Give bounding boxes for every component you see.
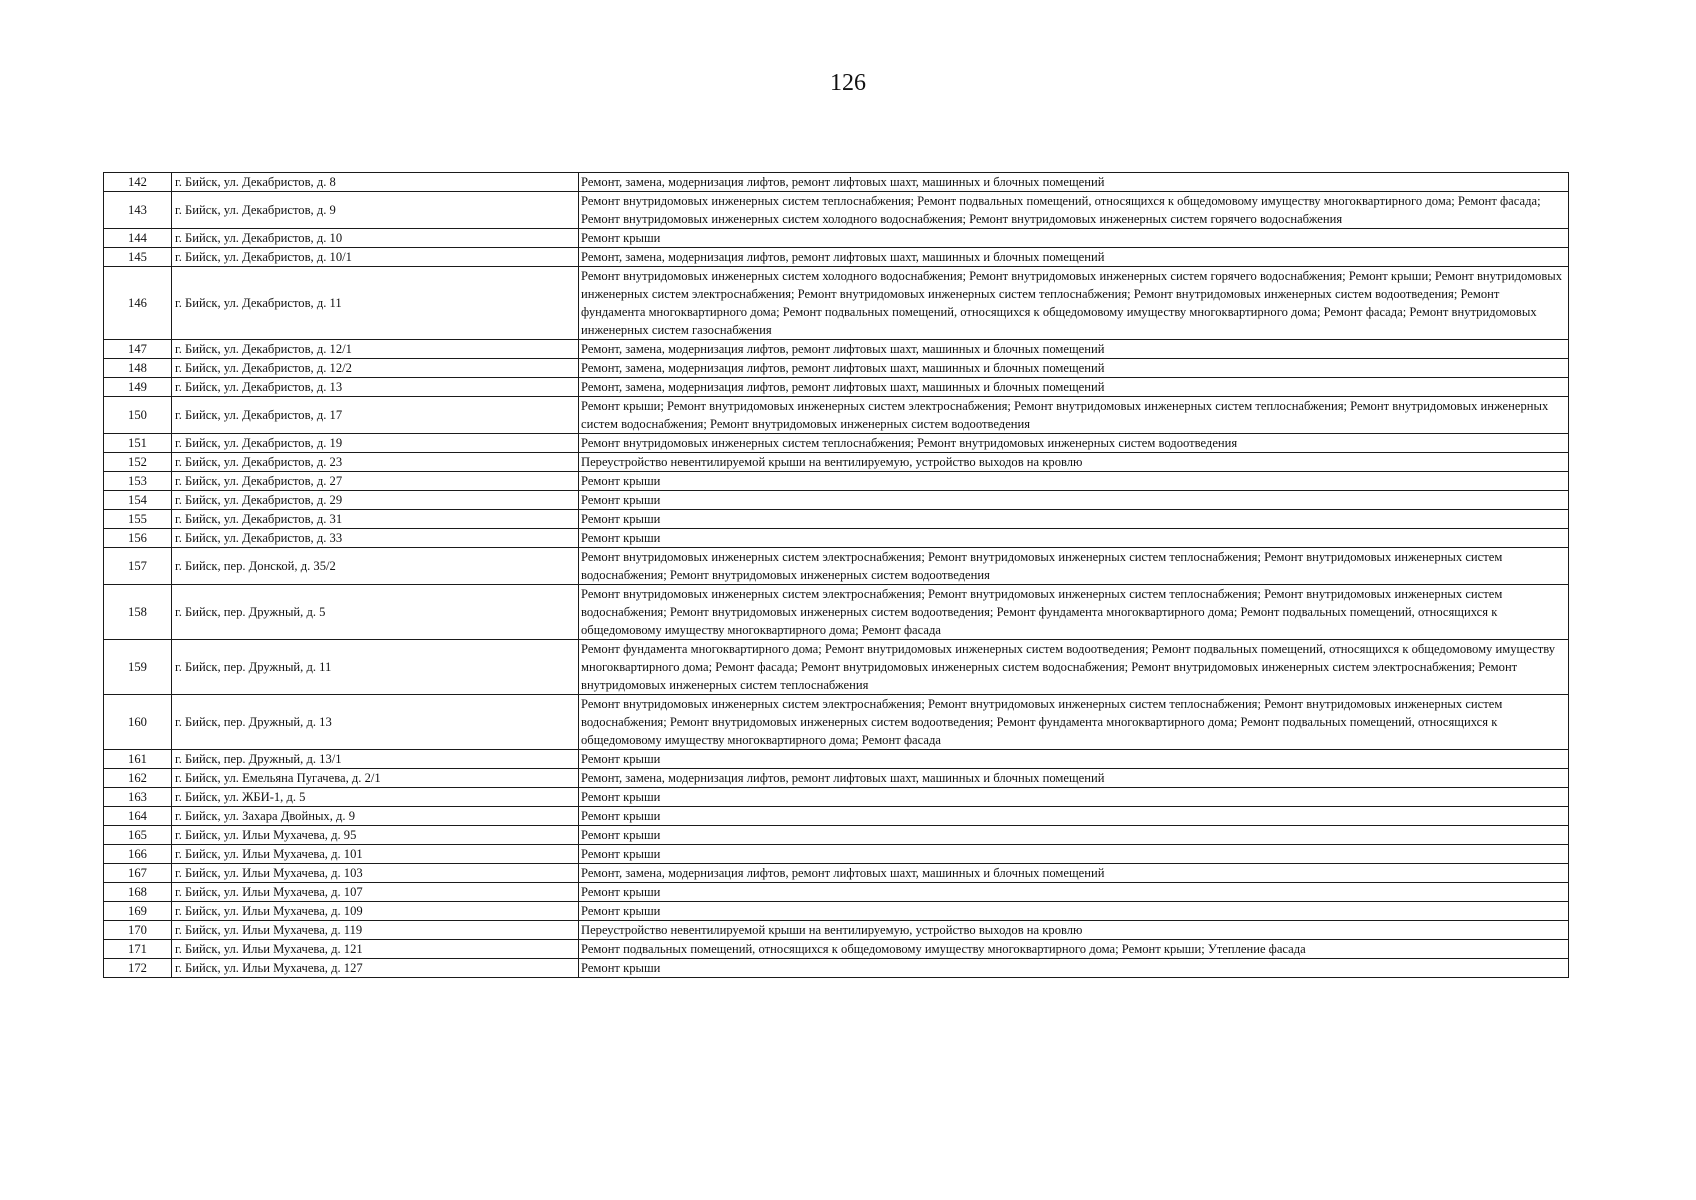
works-cell: Ремонт, замена, модернизация лифтов, ремонт лифтовых шахт, машинных и блочных помещений [579, 769, 1569, 788]
works-cell: Ремонт подвальных помещений, относящихся к общедомовому имуществу многоквартирного дома; Ремонт крыши; Утепление фасада [579, 940, 1569, 959]
row-number-cell: 157 [104, 548, 172, 585]
page-number: 126 [830, 70, 866, 96]
works-cell: Ремонт крыши [579, 902, 1569, 921]
table-row [104, 826, 1569, 845]
works-cell: Ремонт, замена, модернизация лифтов, ремонт лифтовых шахт, машинных и блочных помещений [579, 340, 1569, 359]
row-number-cell: 160 [104, 695, 172, 750]
address-cell: г. Бийск, ул. Декабристов, д. 27 [172, 472, 579, 491]
row-number-cell: 163 [104, 788, 172, 807]
address-cell: г. Бийск, ул. Ильи Мухачева, д. 107 [172, 883, 579, 902]
row-number-cell: 171 [104, 940, 172, 959]
table-row [104, 940, 1569, 959]
row-number-cell: 166 [104, 845, 172, 864]
address-cell: г. Бийск, ул. Декабристов, д. 10 [172, 229, 579, 248]
address-cell: г. Бийск, ул. Декабристов, д. 13 [172, 378, 579, 397]
table-row [104, 378, 1569, 397]
table-row [104, 359, 1569, 378]
row-number-cell: 172 [104, 959, 172, 978]
address-cell: г. Бийск, ул. Декабристов, д. 29 [172, 491, 579, 510]
row-number-cell: 161 [104, 750, 172, 769]
address-cell: г. Бийск, ул. Ильи Мухачева, д. 103 [172, 864, 579, 883]
table-row [104, 921, 1569, 940]
address-cell: г. Бийск, пер. Дружный, д. 13 [172, 695, 579, 750]
address-cell: г. Бийск, пер. Донской, д. 35/2 [172, 548, 579, 585]
address-cell: г. Бийск, ул. Ильи Мухачева, д. 95 [172, 826, 579, 845]
table-row [104, 548, 1569, 585]
row-number-cell: 169 [104, 902, 172, 921]
address-cell: г. Бийск, ул. Декабристов, д. 11 [172, 267, 579, 340]
table-row [104, 529, 1569, 548]
works-cell: Ремонт крыши [579, 959, 1569, 978]
row-number-cell: 150 [104, 397, 172, 434]
row-number-cell: 162 [104, 769, 172, 788]
row-number-cell: 142 [104, 173, 172, 192]
works-cell: Ремонт крыши [579, 472, 1569, 491]
table-row [104, 769, 1569, 788]
row-number-cell: 156 [104, 529, 172, 548]
works-cell: Ремонт крыши; Ремонт внутридомовых инженерных систем электроснабжения; Ремонт внутридомовых инженерных систем теплоснабжения; Ремонт внутридомовых инженерных систем водоснабжения; Ремонт внутридомовых инженерных систем водоотведения [579, 397, 1569, 434]
row-number-cell: 153 [104, 472, 172, 491]
address-cell: г. Бийск, ул. Захара Двойных, д. 9 [172, 807, 579, 826]
address-cell: г. Бийск, пер. Дружный, д. 13/1 [172, 750, 579, 769]
table-row [104, 173, 1569, 192]
table-row [104, 192, 1569, 229]
works-cell: Ремонт крыши [579, 807, 1569, 826]
works-cell: Ремонт крыши [579, 826, 1569, 845]
address-cell: г. Бийск, ул. Декабристов, д. 8 [172, 173, 579, 192]
row-number-cell: 151 [104, 434, 172, 453]
works-cell: Переустройство невентилируемой крыши на вентилируемую, устройство выходов на кровлю [579, 453, 1569, 472]
address-cell: г. Бийск, ул. Декабристов, д. 23 [172, 453, 579, 472]
table-row [104, 340, 1569, 359]
works-cell: Ремонт внутридомовых инженерных систем электроснабжения; Ремонт внутридомовых инженерных систем теплоснабжения; Ремонт внутридомовых инженерных систем водоснабжения; Ремонт внутридомовых инженерных систем водоотведения; Ремонт фундамента многоквартирного дома; Ремонт подвальных помещений, относящихся к общедомовому имуществу многоквартирного дома; Ремонт фасада [579, 695, 1569, 750]
table-row [104, 510, 1569, 529]
works-cell: Ремонт внутридомовых инженерных систем теплоснабжения; Ремонт подвальных помещений, относящихся к общедомовому имуществу многоквартирного дома; Ремонт фасада; Ремонт внутридомовых инженерных систем холодного водоснабжения; Ремонт внутридомовых инженерных систем горячего водоснабжения [579, 192, 1569, 229]
row-number-cell: 143 [104, 192, 172, 229]
repair-works-table [103, 172, 1569, 978]
address-cell: г. Бийск, ул. Декабристов, д. 31 [172, 510, 579, 529]
works-cell: Ремонт крыши [579, 529, 1569, 548]
row-number-cell: 152 [104, 453, 172, 472]
works-cell: Ремонт, замена, модернизация лифтов, ремонт лифтовых шахт, машинных и блочных помещений [579, 248, 1569, 267]
works-cell: Переустройство невентилируемой крыши на вентилируемую, устройство выходов на кровлю [579, 921, 1569, 940]
table-row [104, 959, 1569, 978]
address-cell: г. Бийск, ул. Ильи Мухачева, д. 101 [172, 845, 579, 864]
address-cell: г. Бийск, ул. Декабристов, д. 19 [172, 434, 579, 453]
works-cell: Ремонт, замена, модернизация лифтов, ремонт лифтовых шахт, машинных и блочных помещений [579, 173, 1569, 192]
table-row [104, 434, 1569, 453]
row-number-cell: 145 [104, 248, 172, 267]
address-cell: г. Бийск, ул. Декабристов, д. 10/1 [172, 248, 579, 267]
works-cell: Ремонт крыши [579, 229, 1569, 248]
works-cell: Ремонт, замена, модернизация лифтов, ремонт лифтовых шахт, машинных и блочных помещений [579, 378, 1569, 397]
works-cell: Ремонт крыши [579, 491, 1569, 510]
address-cell: г. Бийск, ул. Декабристов, д. 9 [172, 192, 579, 229]
address-cell: г. Бийск, ул. Ильи Мухачева, д. 119 [172, 921, 579, 940]
address-cell: г. Бийск, ул. Емельяна Пугачева, д. 2/1 [172, 769, 579, 788]
address-cell: г. Бийск, ул. ЖБИ-1, д. 5 [172, 788, 579, 807]
table-row [104, 788, 1569, 807]
works-cell: Ремонт крыши [579, 510, 1569, 529]
table-row [104, 845, 1569, 864]
table-row [104, 750, 1569, 769]
table-row [104, 695, 1569, 750]
address-cell: г. Бийск, ул. Ильи Мухачева, д. 109 [172, 902, 579, 921]
table-row [104, 491, 1569, 510]
address-cell: г. Бийск, ул. Ильи Мухачева, д. 121 [172, 940, 579, 959]
works-cell: Ремонт фундамента многоквартирного дома; Ремонт внутридомовых инженерных систем водоотведения; Ремонт подвальных помещений, относящихся к общедомовому имуществу многоквартирного дома; Ремонт фасада; Ремонт внутридомовых инженерных систем водоснабжения; Ремонт внутридомовых инженерных систем электроснабжения; Ремонт внутридомовых инженерных систем теплоснабжения [579, 640, 1569, 695]
address-cell: г. Бийск, ул. Ильи Мухачева, д. 127 [172, 959, 579, 978]
address-cell: г. Бийск, ул. Декабристов, д. 17 [172, 397, 579, 434]
row-number-cell: 159 [104, 640, 172, 695]
table-body [104, 173, 1569, 978]
table-row [104, 472, 1569, 491]
row-number-cell: 165 [104, 826, 172, 845]
row-number-cell: 167 [104, 864, 172, 883]
row-number-cell: 149 [104, 378, 172, 397]
row-number-cell: 155 [104, 510, 172, 529]
table-row [104, 902, 1569, 921]
address-cell: г. Бийск, ул. Декабристов, д. 33 [172, 529, 579, 548]
works-cell: Ремонт, замена, модернизация лифтов, ремонт лифтовых шахт, машинных и блочных помещений [579, 864, 1569, 883]
table-row [104, 585, 1569, 640]
row-number-cell: 170 [104, 921, 172, 940]
table-row [104, 864, 1569, 883]
works-cell: Ремонт внутридомовых инженерных систем теплоснабжения; Ремонт внутридомовых инженерных систем водоотведения [579, 434, 1569, 453]
works-cell: Ремонт внутридомовых инженерных систем электроснабжения; Ремонт внутридомовых инженерных систем теплоснабжения; Ремонт внутридомовых инженерных систем водоснабжения; Ремонт внутридомовых инженерных систем водоотведения; Ремонт фундамента многоквартирного дома; Ремонт подвальных помещений, относящихся к общедомовому имуществу многоквартирного дома; Ремонт фасада [579, 585, 1569, 640]
works-cell: Ремонт крыши [579, 845, 1569, 864]
works-cell: Ремонт внутридомовых инженерных систем холодного водоснабжения; Ремонт внутридомовых инженерных систем горячего водоснабжения; Ремонт крыши; Ремонт внутридомовых инженерных систем электроснабжения; Ремонт внутридомовых инженерных систем теплоснабжения; Ремонт внутридомовых инженерных систем водоотведения; Ремонт фундамента многоквартирного дома; Ремонт подвальных помещений, относящихся к общедомовому имуществу многоквартирного дома; Ремонт фасада; Ремонт внутридомовых инженерных систем газоснабжения [579, 267, 1569, 340]
address-cell: г. Бийск, пер. Дружный, д. 5 [172, 585, 579, 640]
table-row [104, 397, 1569, 434]
works-cell: Ремонт крыши [579, 750, 1569, 769]
address-cell: г. Бийск, ул. Декабристов, д. 12/1 [172, 340, 579, 359]
table-row [104, 640, 1569, 695]
row-number-cell: 168 [104, 883, 172, 902]
row-number-cell: 164 [104, 807, 172, 826]
works-cell: Ремонт внутридомовых инженерных систем электроснабжения; Ремонт внутридомовых инженерных систем теплоснабжения; Ремонт внутридомовых инженерных систем водоснабжения; Ремонт внутридомовых инженерных систем водоотведения [579, 548, 1569, 585]
works-cell: Ремонт крыши [579, 788, 1569, 807]
row-number-cell: 158 [104, 585, 172, 640]
row-number-cell: 146 [104, 267, 172, 340]
address-cell: г. Бийск, ул. Декабристов, д. 12/2 [172, 359, 579, 378]
table-row [104, 267, 1569, 340]
table-row [104, 883, 1569, 902]
row-number-cell: 144 [104, 229, 172, 248]
table-row [104, 229, 1569, 248]
table-row [104, 453, 1569, 472]
works-cell: Ремонт, замена, модернизация лифтов, ремонт лифтовых шахт, машинных и блочных помещений [579, 359, 1569, 378]
row-number-cell: 148 [104, 359, 172, 378]
address-cell: г. Бийск, пер. Дружный, д. 11 [172, 640, 579, 695]
table-row [104, 248, 1569, 267]
row-number-cell: 154 [104, 491, 172, 510]
table-row [104, 807, 1569, 826]
row-number-cell: 147 [104, 340, 172, 359]
works-cell: Ремонт крыши [579, 883, 1569, 902]
